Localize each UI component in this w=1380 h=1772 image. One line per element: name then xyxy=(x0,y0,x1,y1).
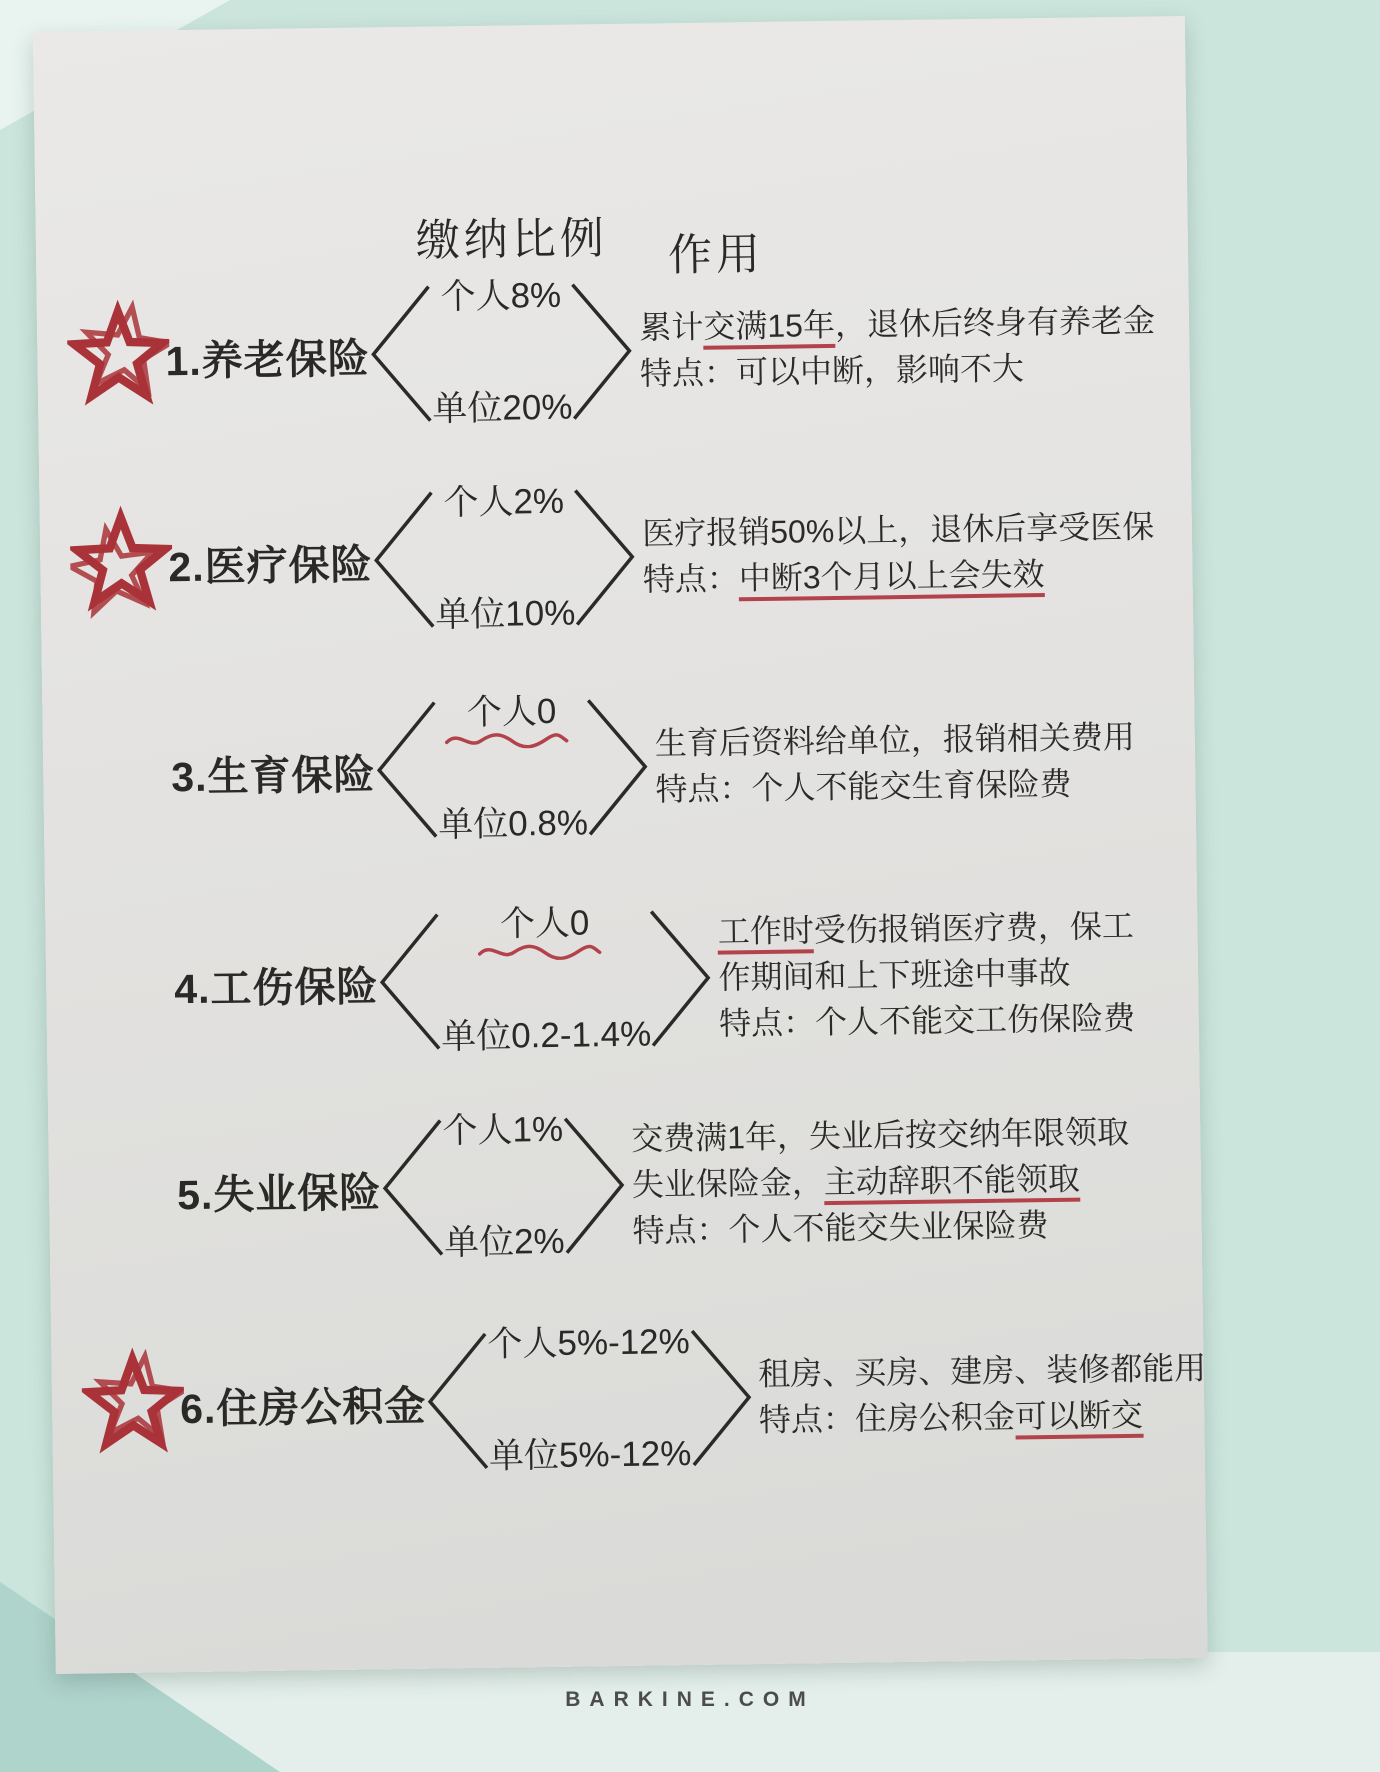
red-squiggle-underline xyxy=(443,731,571,749)
item-description xyxy=(717,902,1191,1047)
watermark: BARKINE.COM xyxy=(565,1688,815,1711)
insurance-item-work-injury xyxy=(81,896,1191,1061)
insurance-item-medical xyxy=(75,474,1185,639)
item-label: 5.失业保险 xyxy=(176,1168,382,1218)
branch-lines-left xyxy=(369,279,433,430)
desc-line: 特点：住房公积金可以断交 xyxy=(758,1396,1144,1439)
branch-lines-left xyxy=(425,1326,489,1477)
item-description xyxy=(758,1345,1207,1443)
desc-line: 工作时受伤报销医疗费，保工 xyxy=(717,902,1189,955)
desc-line: 失业保险金，主动辞职不能领取 xyxy=(632,1154,1194,1208)
company-rate: 单位0.2-1.4% xyxy=(440,1014,652,1057)
desc-line: 特点：中断3个月以上会失效 xyxy=(643,549,1185,603)
item-description xyxy=(642,503,1185,603)
insurance-item-maternity xyxy=(78,684,1188,849)
personal-rate: 个人0 xyxy=(439,904,650,945)
red-underlined-text: 工作时 xyxy=(718,912,815,954)
branch-lines-right xyxy=(573,482,637,633)
star-marker-icon xyxy=(70,504,174,623)
item-label: 1.养老保险 xyxy=(165,334,370,384)
company-rate: 单位2% xyxy=(443,1221,565,1262)
branch-fork xyxy=(377,903,713,1058)
item-label: 2.医疗保险 xyxy=(168,540,373,590)
column-header-role: 作用 xyxy=(667,229,765,281)
red-underlined-text: 中断3个月以上会失效 xyxy=(739,556,1045,601)
branch-fork xyxy=(371,482,637,636)
red-underlined-text: 可以断交 xyxy=(1015,1397,1144,1440)
desc-line: 医疗报销50%以上，退休后享受医保 xyxy=(641,508,1155,552)
insurance-item-unemployment xyxy=(84,1102,1194,1267)
branch-lines-left xyxy=(380,1112,444,1263)
branch-lines-right xyxy=(571,276,635,427)
personal-rate: 个人1% xyxy=(442,1109,564,1151)
item-description xyxy=(631,1108,1194,1254)
item-description xyxy=(639,297,1182,397)
paper-sheet xyxy=(33,16,1208,1674)
branch-lines-right xyxy=(689,1322,753,1473)
company-rate: 单位0.8% xyxy=(437,802,589,845)
desc-line: 特点：个人不能交失业保险费 xyxy=(632,1207,1049,1249)
desc-line: 作期间和上下班途中事故 xyxy=(718,954,1071,996)
desc-line: 特点：可以中断，影响不大 xyxy=(639,350,1025,392)
desc-line: 租房、买房、建房、装修都能用 xyxy=(757,1349,1207,1393)
insurance-item-housing-fund xyxy=(87,1316,1207,1481)
company-rate: 单位20% xyxy=(432,387,573,429)
personal-rate: 个人8% xyxy=(440,275,562,317)
red-squiggle-underline xyxy=(476,943,604,961)
branch-fork xyxy=(369,276,635,430)
desc-line: 累计交满15年，退休后终身有养老金 xyxy=(639,297,1181,351)
company-rate: 单位10% xyxy=(434,593,576,635)
insurance-item-pension xyxy=(72,268,1182,433)
item-label: 4.工伤保险 xyxy=(173,962,379,1012)
column-header-ratio: 缴纳比例 xyxy=(415,214,609,266)
red-underlined-text: 主动辞职不能领取 xyxy=(824,1161,1081,1206)
desc-line: 特点：个人不能交工伤保险费 xyxy=(718,999,1136,1042)
item-label: 6.住房公积金 xyxy=(179,1382,427,1432)
star-marker-icon xyxy=(81,1346,185,1465)
desc-line: 交费满1年，失业后按交纳年限领取 xyxy=(630,1113,1130,1157)
desc-line: 生育后资料给单位，报销相关费用 xyxy=(654,718,1136,762)
personal-rate: 个人0 xyxy=(436,692,586,733)
star-marker-icon xyxy=(67,298,171,417)
branch-fork xyxy=(374,692,650,846)
branch-lines-left xyxy=(377,907,441,1058)
branch-fork xyxy=(380,1110,627,1263)
personal-rate: 个人5%-12% xyxy=(487,1322,691,1364)
branch-fork xyxy=(425,1322,753,1477)
red-underlined-text: 交满15年 xyxy=(703,307,835,350)
personal-rate: 个人2% xyxy=(443,481,565,523)
desc-line: 特点：个人不能交生育保险费 xyxy=(655,765,1072,808)
branch-lines-right xyxy=(563,1110,627,1261)
branch-lines-left xyxy=(374,695,438,846)
item-description xyxy=(655,713,1188,813)
item-label: 3.生育保险 xyxy=(170,750,376,800)
company-rate: 单位5%-12% xyxy=(488,1433,692,1476)
branch-lines-left xyxy=(371,485,435,636)
branch-lines-right xyxy=(649,903,713,1054)
branch-lines-right xyxy=(586,692,650,843)
